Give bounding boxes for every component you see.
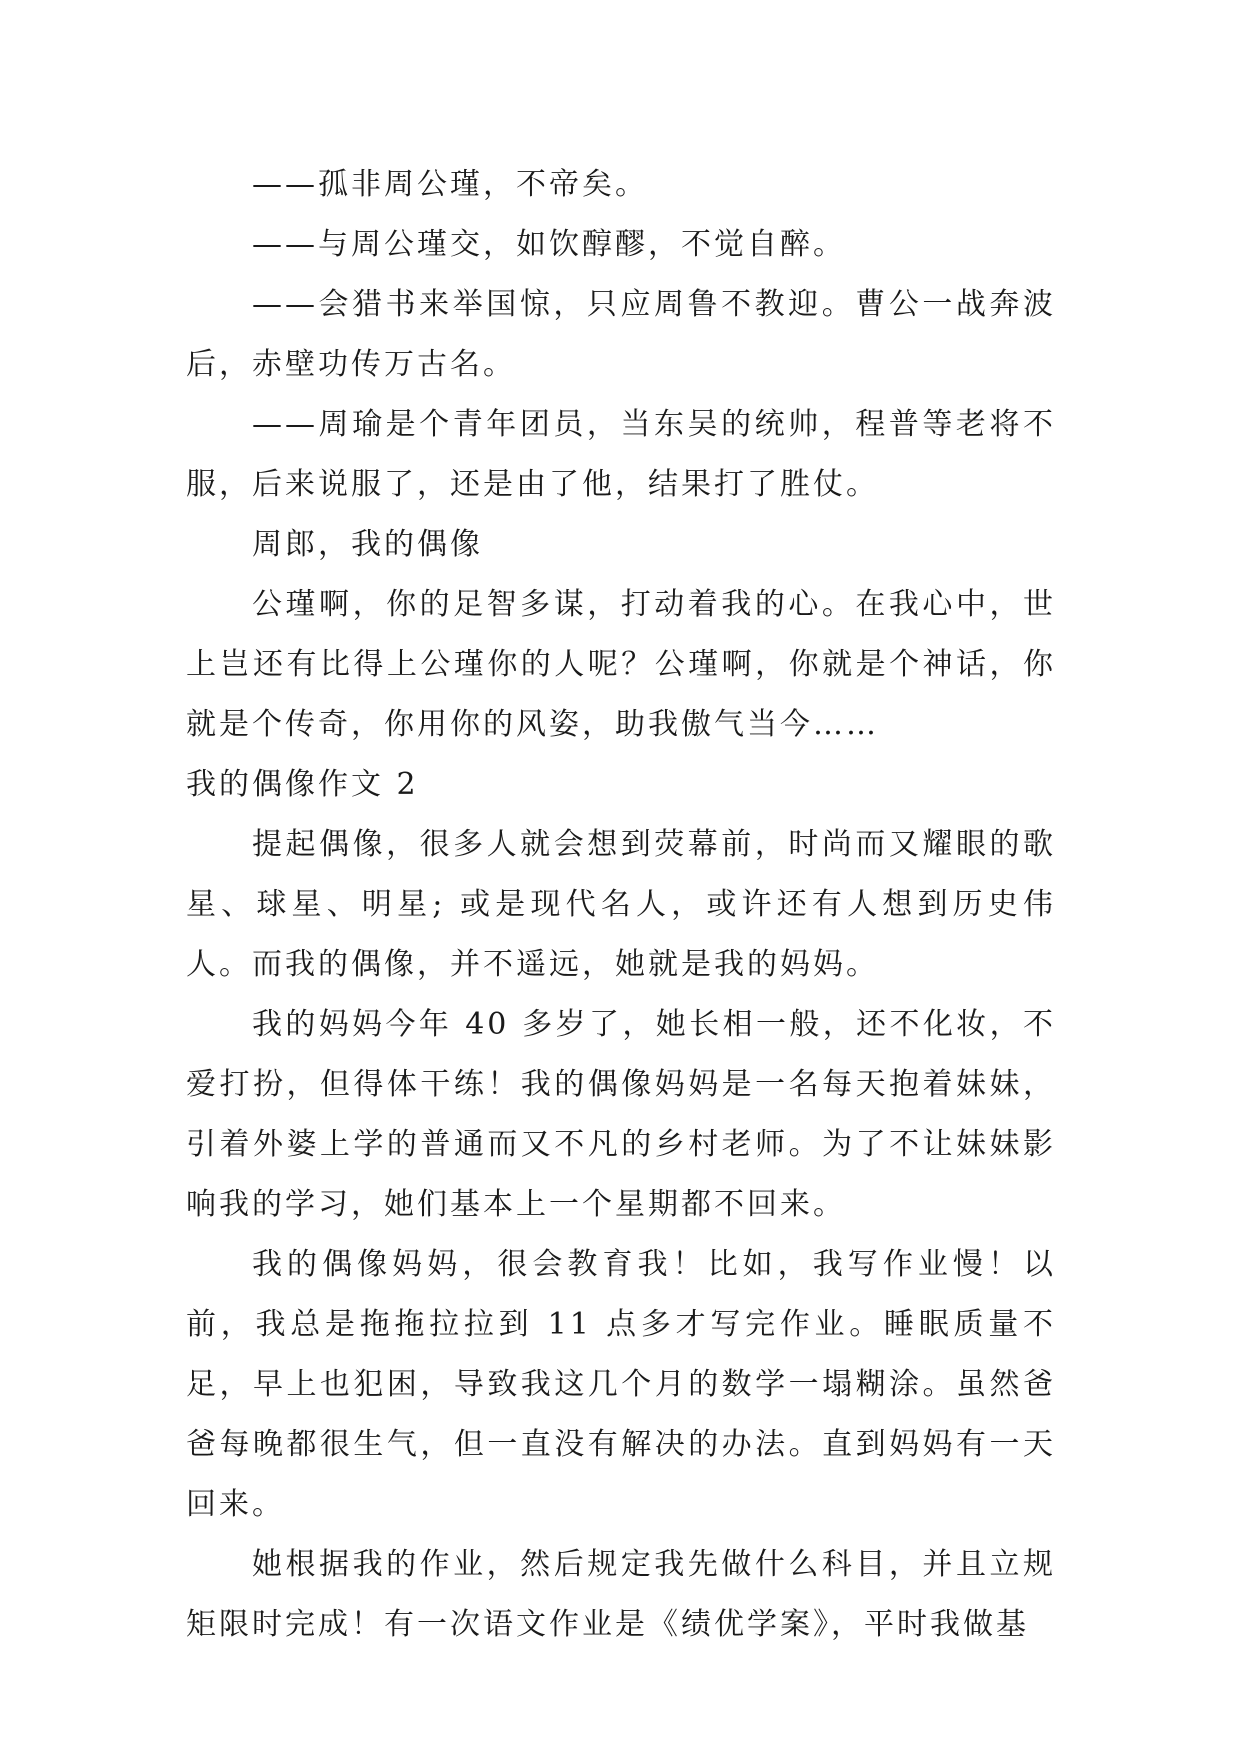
quote-paragraph-2: ——与周公瑾交，如饮醇醪，不觉自醉。 xyxy=(252,227,846,262)
closing-paragraph: 公瑾啊，你的足智多谋，打动着我的心。在我心中，世上岂还有比得上公瑾你的人呢？公瑾啊，你就是个神话，你就是个传奇，你用你的风姿，助我傲气当今…… xyxy=(186,587,1056,742)
quote-paragraph-4: ——周瑜是个青年团员，当东吴的统帅，程普等老将不服，后来说服了，还是由了他，结果打了胜仗。 xyxy=(186,407,1056,502)
subtitle-paragraph: 周郎，我的偶像 xyxy=(252,527,483,562)
essay-paragraph-2: 我的妈妈今年 40 多岁了，她长相一般，还不化妆，不爱打扮，但得体干练！我的偶像妈妈是一名每天抱着妹妹，引着外婆上学的普通而又不凡的乡村老师。为了不让妹妹影响我的学习，她们基本上一个星期都不回来。 xyxy=(186,1007,1056,1222)
section-title: 我的偶像作文 2 xyxy=(186,767,419,802)
document-body xyxy=(186,155,1056,1655)
quote-paragraph-3: ——会猎书来举国惊，只应周鲁不教迎。曹公一战奔波后，赤壁功传万古名。 xyxy=(186,287,1056,382)
essay-paragraph-3: 我的偶像妈妈，很会教育我！比如，我写作业慢！以前，我总是拖拖拉拉到 11 点多才写完作业。睡眠质量不足，早上也犯困，导致我这几个月的数学一塌糊涂。虽然爸爸每晚都很生气，但一直没有解决的办法。直到妈妈有一天回来。 xyxy=(186,1247,1056,1522)
essay-paragraph-4: 她根据我的作业，然后规定我先做什么科目，并且立规矩限时完成！有一次语文作业是《绩优学案》，平时我做基 xyxy=(186,1547,1056,1642)
essay-paragraph-1: 提起偶像，很多人就会想到荧幕前，时尚而又耀眼的歌星、球星、明星; 或是现代名人，或许还有人想到历史伟人。而我的偶像，并不遥远，她就是我的妈妈。 xyxy=(186,827,1056,982)
quote-paragraph-1: ——孤非周公瑾，不帝矣。 xyxy=(252,167,648,202)
